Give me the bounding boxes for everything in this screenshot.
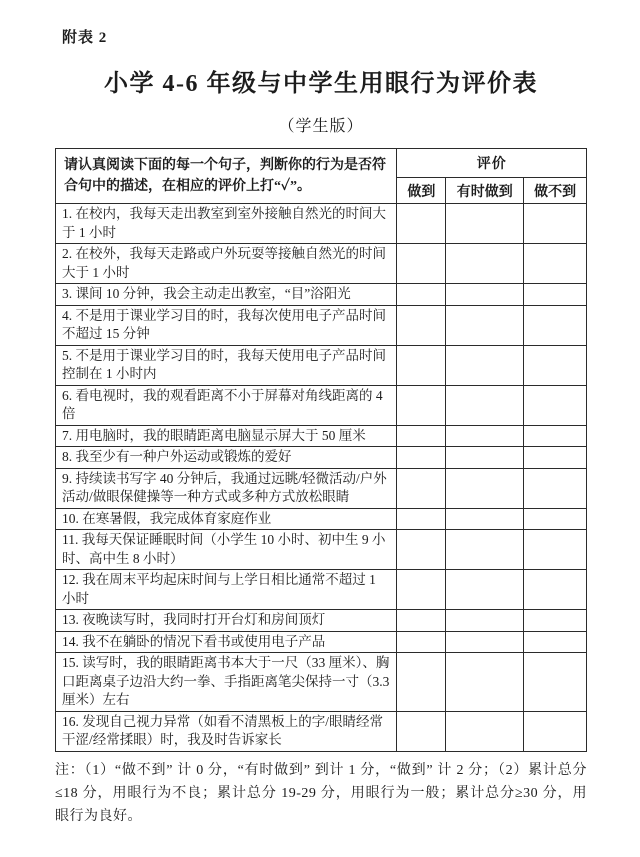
answer-cell-not-done[interactable] <box>524 385 587 425</box>
table-row <box>56 508 587 530</box>
answer-cell-sometimes-done[interactable] <box>446 447 524 469</box>
question-text: 4. 不是用于课业学习目的时，我每次使用电子产品时间不超过 15 分钟 <box>56 305 397 345</box>
answer-cell-not-done[interactable] <box>524 610 587 632</box>
answer-cell-sometimes-done[interactable] <box>446 385 524 425</box>
table-row <box>56 345 587 385</box>
table-row <box>56 425 587 447</box>
column-header-sometimes-done: 有时做到 <box>446 178 524 204</box>
answer-cell-done[interactable] <box>397 244 446 284</box>
answer-cell-not-done[interactable] <box>524 530 587 570</box>
answer-cell-sometimes-done[interactable] <box>446 305 524 345</box>
question-text: 6. 看电视时，我的观看距离不小于屏幕对角线距离的 4 倍 <box>56 385 397 425</box>
answer-cell-sometimes-done[interactable] <box>446 468 524 508</box>
answer-cell-done[interactable] <box>397 653 446 712</box>
table-row <box>56 631 587 653</box>
question-text: 14. 我不在躺卧的情况下看书或使用电子产品 <box>56 631 397 653</box>
question-text: 8. 我至少有一种户外运动或锻炼的爱好 <box>56 447 397 469</box>
answer-cell-done[interactable] <box>397 711 446 751</box>
question-text: 9. 持续读书写字 40 分钟后，我通过远眺/轻微活动/户外活动/做眼保健操等一种方式或多种方式放松眼睛 <box>56 468 397 508</box>
answer-cell-sometimes-done[interactable] <box>446 610 524 632</box>
answer-cell-done[interactable] <box>397 610 446 632</box>
table-row <box>56 711 587 751</box>
question-text: 15. 读写时，我的眼睛距离书本大于一尺（33 厘米）、胸口距离桌子边沿大约一拳、手指距离笔尖保持一寸（3.3 厘米）左右 <box>56 653 397 712</box>
answer-cell-sometimes-done[interactable] <box>446 631 524 653</box>
answer-cell-sometimes-done[interactable] <box>446 570 524 610</box>
answer-cell-done[interactable] <box>397 305 446 345</box>
page-title: 小学 4-6 年级与中学生用眼行为评价表 <box>104 71 538 97</box>
question-text: 1. 在校内，我每天走出教室到室外接触自然光的时间大于 1 小时 <box>56 204 397 244</box>
answer-cell-not-done[interactable] <box>524 284 587 306</box>
table-row <box>56 244 587 284</box>
evaluation-table <box>55 148 587 752</box>
answer-cell-done[interactable] <box>397 447 446 469</box>
table-row <box>56 447 587 469</box>
table-row <box>56 530 587 570</box>
question-text: 12. 我在周末平均起床时间与上学日相比通常不超过 1 小时 <box>56 570 397 610</box>
question-text: 5. 不是用于课业学习目的时，我每天使用电子产品时间控制在 1 小时内 <box>56 345 397 385</box>
answer-cell-not-done[interactable] <box>524 204 587 244</box>
answer-cell-not-done[interactable] <box>524 305 587 345</box>
answer-cell-not-done[interactable] <box>524 570 587 610</box>
answer-cell-done[interactable] <box>397 530 446 570</box>
table-row <box>56 385 587 425</box>
answer-cell-done[interactable] <box>397 508 446 530</box>
footnote: 注：（1）“做不到” 计 0 分，“有时做到” 到计 1 分，“做到” 计 2 分；（2）累计总分≤18 分，用眼行为不良；累计总分 19-29 分，用眼行为一般；累计总分≥30 分，用眼行为良好。 <box>55 762 587 824</box>
question-text: 2. 在校外，我每天走路或户外玩耍等接触自然光的时间大于 1 小时 <box>56 244 397 284</box>
answer-cell-sometimes-done[interactable] <box>446 244 524 284</box>
answer-cell-done[interactable] <box>397 385 446 425</box>
answer-cell-not-done[interactable] <box>524 468 587 508</box>
question-text: 11. 我每天保证睡眠时间（小学生 10 小时、初中生 9 小时、高中生 8 小时） <box>56 530 397 570</box>
table-row <box>56 570 587 610</box>
question-text: 13. 夜晚读写时，我同时打开台灯和房间顶灯 <box>56 610 397 632</box>
answer-cell-not-done[interactable] <box>524 244 587 284</box>
question-text: 10. 在寒暑假，我完成体育家庭作业 <box>56 508 397 530</box>
answer-cell-done[interactable] <box>397 345 446 385</box>
answer-cell-sometimes-done[interactable] <box>446 508 524 530</box>
answer-cell-sometimes-done[interactable] <box>446 425 524 447</box>
appendix-label: 附表 2 <box>62 30 108 46</box>
answer-cell-not-done[interactable] <box>524 631 587 653</box>
answer-cell-not-done[interactable] <box>524 345 587 385</box>
table-row <box>56 204 587 244</box>
answer-cell-not-done[interactable] <box>524 711 587 751</box>
answer-cell-done[interactable] <box>397 425 446 447</box>
evaluation-group-header: 评价 <box>397 149 587 178</box>
answer-cell-sometimes-done[interactable] <box>446 204 524 244</box>
question-text: 16. 发现自己视力异常（如看不清黑板上的字/眼睛经常干涩/经常揉眼）时，我及时告诉家长 <box>56 711 397 751</box>
column-header-not-done: 做不到 <box>524 178 587 204</box>
answer-cell-not-done[interactable] <box>524 508 587 530</box>
table-header-row-top <box>56 149 587 178</box>
answer-cell-sometimes-done[interactable] <box>446 530 524 570</box>
answer-cell-done[interactable] <box>397 284 446 306</box>
question-text: 7. 用电脑时，我的眼睛距离电脑显示屏大于 50 厘米 <box>56 425 397 447</box>
answer-cell-done[interactable] <box>397 570 446 610</box>
table-row <box>56 468 587 508</box>
answer-cell-done[interactable] <box>397 631 446 653</box>
page-subtitle: （学生版） <box>278 118 364 135</box>
table-row <box>56 305 587 345</box>
answer-cell-not-done[interactable] <box>524 447 587 469</box>
table-instruction: 请认真阅读下面的每一个句子，判断你的行为是否符合句中的描述，在相应的评价上打“✓”。 <box>56 149 397 204</box>
table-row <box>56 610 587 632</box>
answer-cell-sometimes-done[interactable] <box>446 653 524 712</box>
answer-cell-done[interactable] <box>397 468 446 508</box>
answer-cell-sometimes-done[interactable] <box>446 284 524 306</box>
answer-cell-not-done[interactable] <box>524 425 587 447</box>
answer-cell-not-done[interactable] <box>524 653 587 712</box>
question-text: 3. 课间 10 分钟，我会主动走出教室，“目”浴阳光 <box>56 284 397 306</box>
table-row <box>56 284 587 306</box>
column-header-done: 做到 <box>397 178 446 204</box>
answer-cell-sometimes-done[interactable] <box>446 711 524 751</box>
answer-cell-done[interactable] <box>397 204 446 244</box>
answer-cell-sometimes-done[interactable] <box>446 345 524 385</box>
table-row <box>56 653 587 712</box>
